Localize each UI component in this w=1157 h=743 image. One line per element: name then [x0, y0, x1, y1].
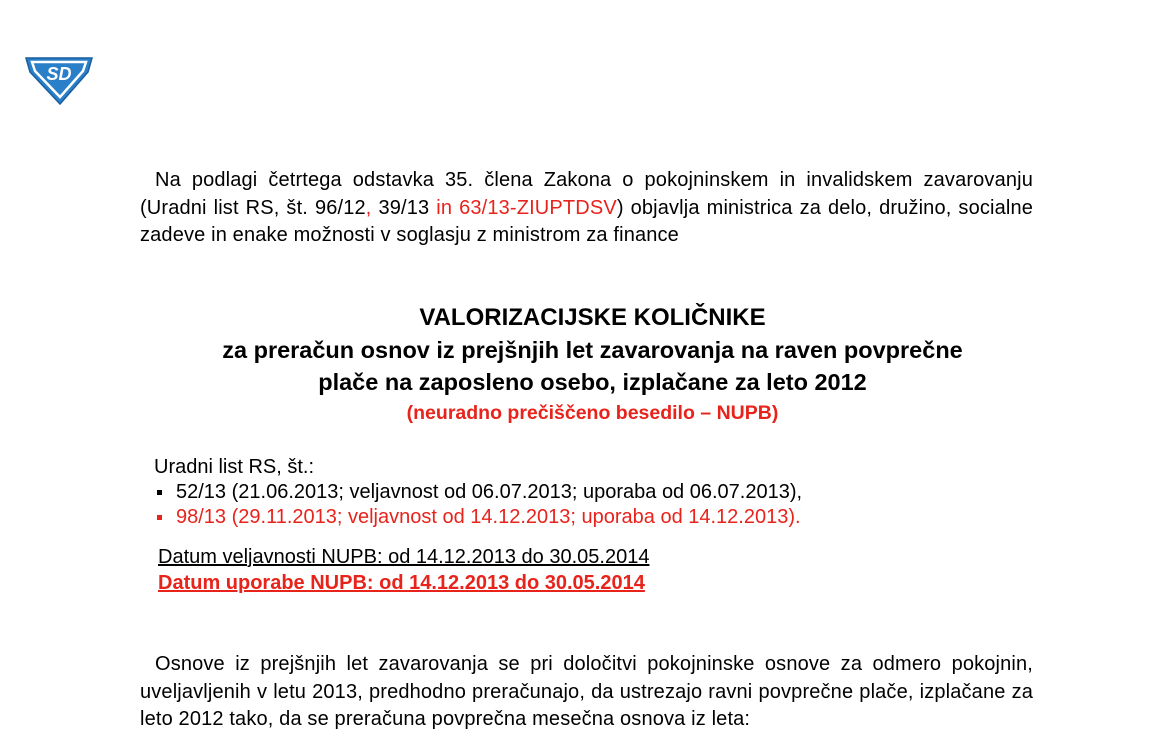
body-paragraph: [140, 651, 1033, 734]
bullet-icon: [157, 515, 162, 520]
intro-red-amendment: in 63/13-ZIUPTDSV: [436, 196, 617, 219]
gazette-item: [154, 505, 802, 530]
gazette-item-text: 98/13 (29.11.2013; veljavnost od 14.12.2013; uporaba od 14.12.2013).: [176, 506, 801, 528]
bullet-icon: [157, 490, 162, 495]
intro-text-2: 39/13: [371, 196, 437, 219]
logo-shield-icon: [22, 50, 96, 105]
nupb-application-date: Datum uporabe NUPB: od 14.12.2013 do 30.05.2014: [158, 572, 645, 594]
body-paragraph-text: Osnove iz prejšnjih let zavarovanja se pri določitvi pokojninske osnove za odmero pokojnin, uveljavljenih v letu 2013, predhodno preračunajo, da ustrezajo ravni povprečne plače, izplačane za leto 2012 tako, da se preračuna povprečna mesečna osnova iz leta:: [140, 653, 1033, 730]
document-subtitle-line-2: plače na zaposleno osebo, izplačane za leto 2012: [318, 369, 867, 395]
intro-red-comma: ,: [365, 196, 372, 219]
document-nupb-note: (neuradno prečiščeno besedilo – NUPB): [406, 402, 779, 424]
gazette-item-text: 52/13 (21.06.2013; veljavnost od 06.07.2013; uporaba od 06.07.2013),: [176, 481, 803, 503]
gazette-list: [154, 480, 802, 530]
intro-paragraph: [140, 167, 1033, 250]
document-title-block: [140, 302, 1045, 428]
nupb-validity-date: Datum veljavnosti NUPB: od 14.12.2013 do 30.05.2014: [158, 546, 650, 568]
document-subtitle-line-1: za preračun osnov iz prejšnjih let zavarovanja na raven povprečne: [222, 337, 963, 363]
gazette-label: Uradni list RS, št.:: [154, 456, 315, 478]
document-title: VALORIZACIJSKE KOLIČNIKE: [419, 304, 766, 331]
gazette-item: [154, 480, 802, 505]
intro-text-1: Na podlagi četrtega odstavka 35. člena Zakona o pokojninskem in invalidskem zavarovanju (Uradni list RS, št. 96/12: [140, 169, 1033, 219]
logo-text: SD: [46, 64, 72, 84]
intro-text-3: ) objavlja ministrica za delo, družino, socialne zadeve in enake možnosti v soglasju z ministrom za finance: [140, 196, 1033, 246]
